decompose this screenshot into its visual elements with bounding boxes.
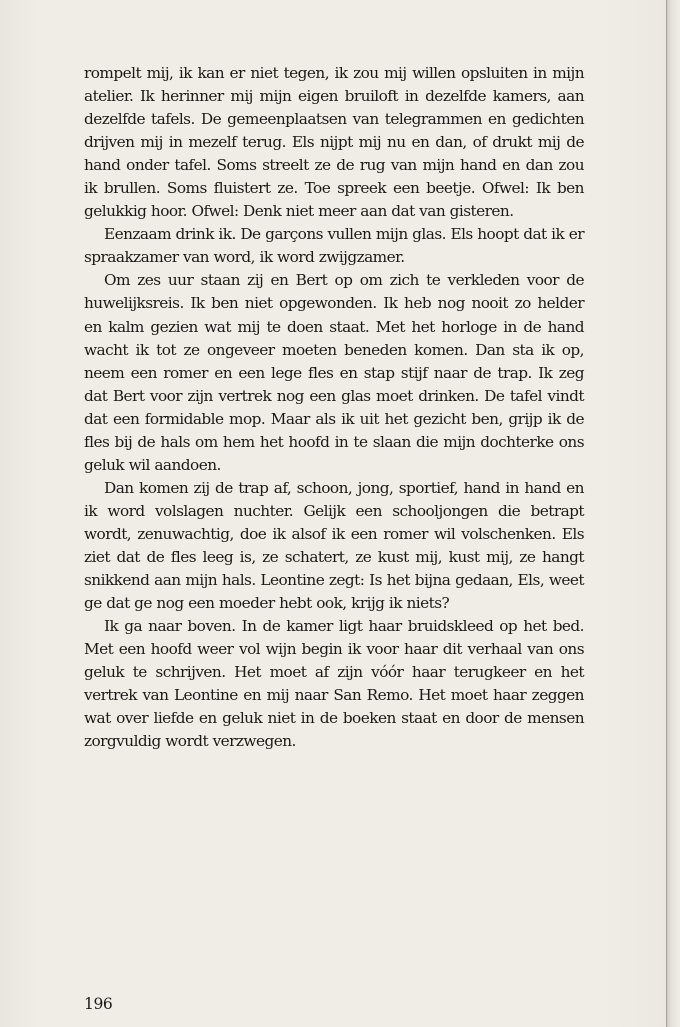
page-edge	[666, 0, 680, 1027]
page-number: 196	[84, 995, 113, 1013]
body-text	[84, 62, 584, 753]
paragraph-5: Ik ga naar boven. In de kamer ligt haar bruidskleed op het bed. Met een hoofd weer vol wijn begin ik voor haar dit verhaal van ons geluk te schrijven. Het moet af zijn vóór haar terugkeer en het vertrek van Leontine en mij naar San Remo. Het moet haar zeggen wat over liefde en geluk niet in de boeken staat en door de mensen zorgvuldig wordt verzwegen.	[84, 617, 584, 751]
paragraph-2: Eenzaam drink ik. De garçons vullen mijn glas. Els hoopt dat ik er spraakzamer van word, ik word zwijgzamer.	[84, 225, 584, 267]
paragraph-3: Om zes uur staan zij en Bert op om zich te verkleden voor de huwelijksreis. Ik ben niet opgewonden. Ik heb nog nooit zo helder en kalm gezien wat mij te doen staat. Met het horloge in de hand wacht ik tot ze ongeveer moeten beneden komen. Dan sta ik op, neem een romer en een lege fles en stap stijf naar de trap. Ik zeg dat Bert voor zijn vertrek nog een glas moet drinken. De tafel vindt dat een formidable mop. Maar als ik uit het gezicht ben, grijp ik de fles bij de hals om hem het hoofd in te slaan die mijn dochterke ons geluk wil aandoen.	[84, 271, 584, 474]
paragraph-4: Dan komen zij de trap af, schoon, jong, sportief, hand in hand en ik word volslagen nuchter. Gelijk een schooljongen die betrapt wordt, zenuwachtig, doe ik alsof ik een romer wil volschenken. Els ziet dat de fles leeg is, ze schatert, ze kust mij, kust mij, ze hangt snikkend aan mijn hals. Leontine zegt: Is het bijna gedaan, Els, weet ge dat ge nog een moeder hebt ook, krijg ik niets?	[84, 478, 584, 613]
paragraph-1: rompelt mij, ik kan er niet tegen, ik zou mij willen opsluiten in mijn atelier. Ik herinner mij mijn eigen bruiloft in dezelfde kamers, aan dezelfde tafels. De gemeenplaatsen van telegrammen en gedichten drijven mij in mezelf terug. Els nijpt mij nu en dan, of drukt mij de hand onder tafel. Soms streelt ze de rug van mijn hand en dan zou ik brullen. Soms fluistert ze. Toe spreek een beetje. Ofwel: Ik ben gelukkig hoor. Ofwel: Denk niet meer aan dat van gisteren.	[84, 64, 584, 221]
